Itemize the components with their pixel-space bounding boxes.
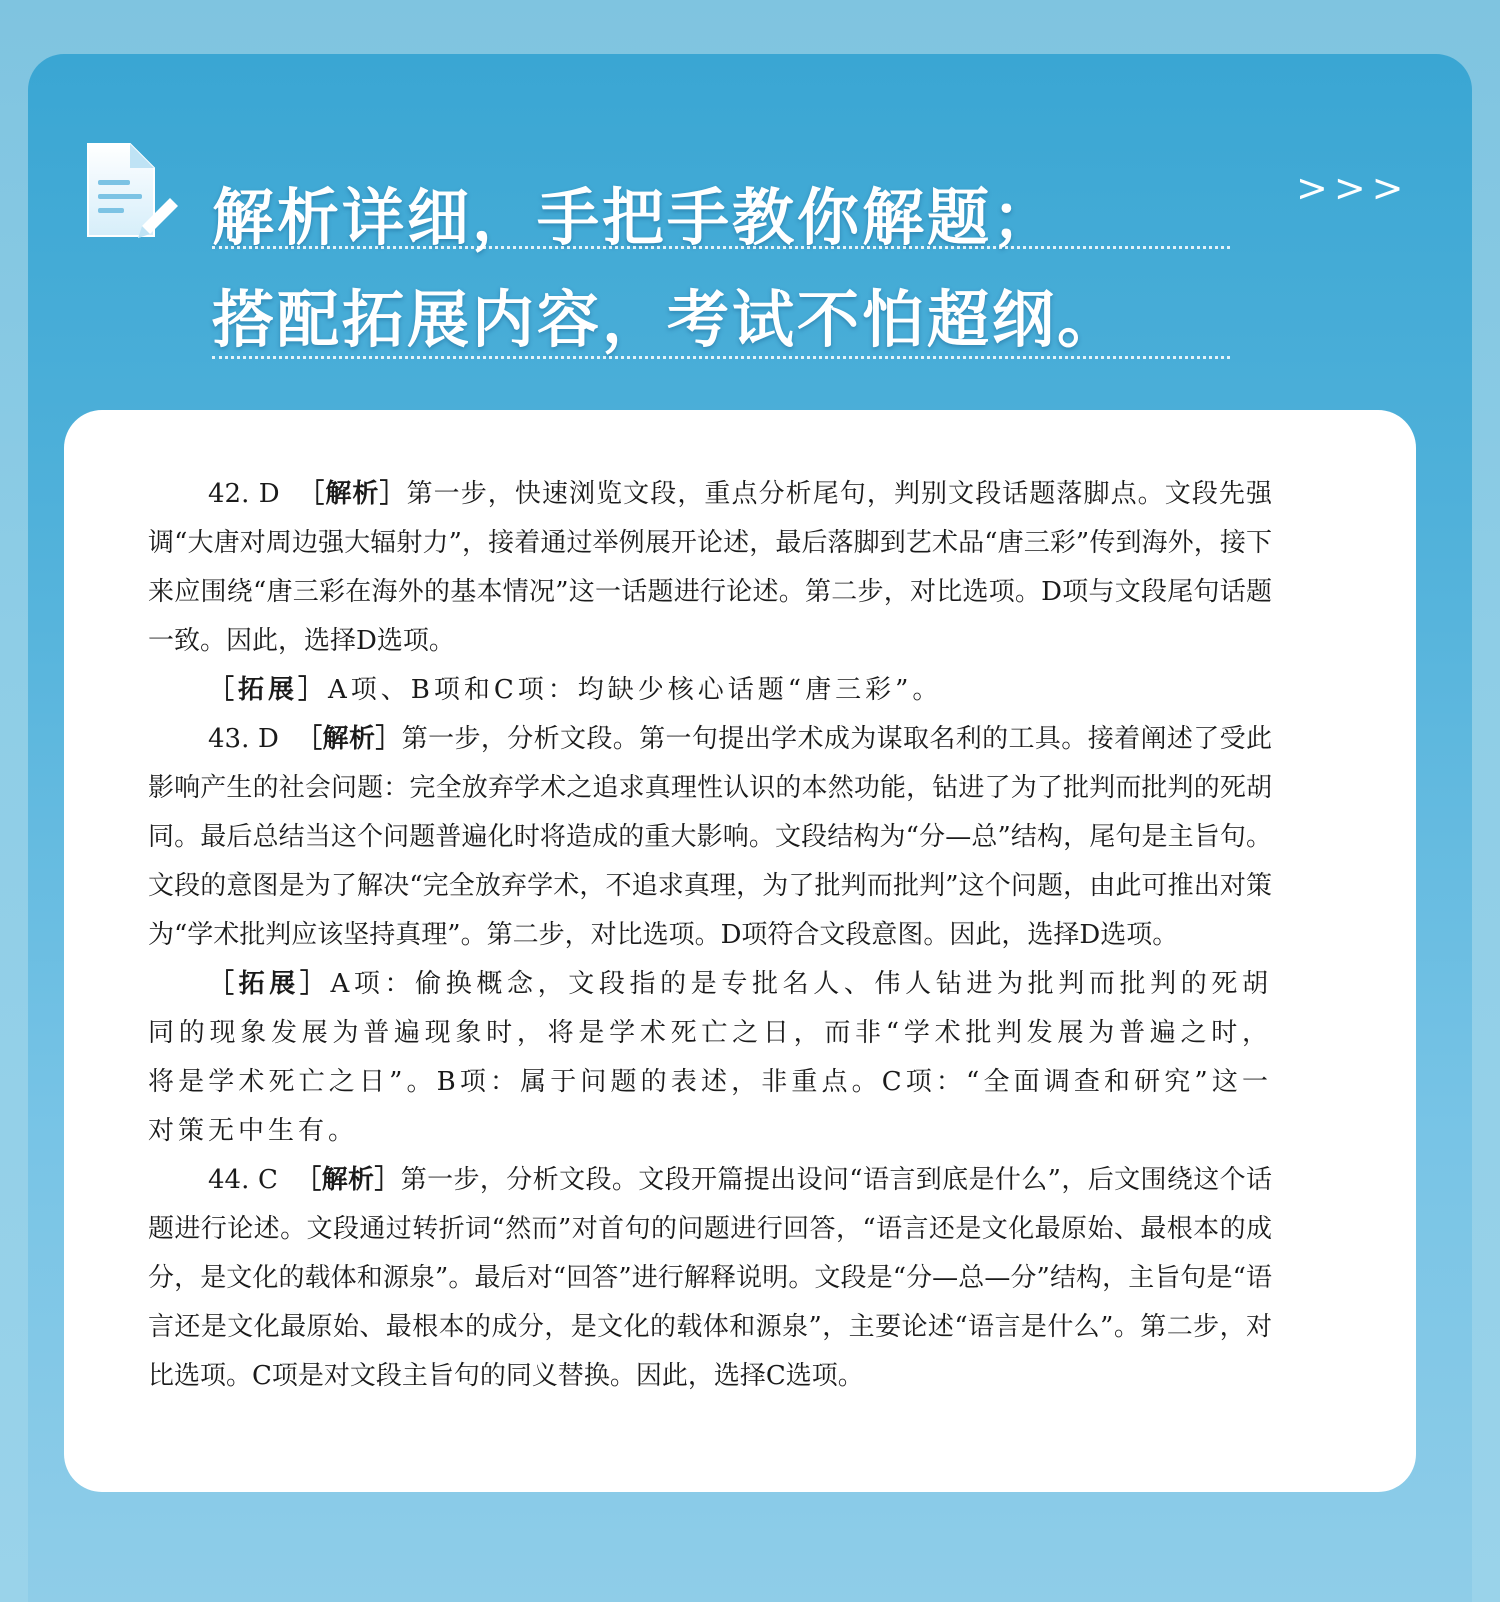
analysis-text: 第一步，分析文段。第一句提出学术成为谋取名利的工具。接着阐述了受此影响产生的社会问题：完全放弃学术之追求真理性认识的本然功能，钻进了为了批判而批判的死胡同。最后总结当这个问题普遍化时将造成的重大影响。文段结构为“分—总”结构，尾句是主旨句。文段的意图是为了解决“完全放弃学术，不追求真理，为了批判而批判”这个问题，由此可推出对策为“学术批判应该坚持真理”。第二步，对比选项。D项符合文段意图。因此，选择D选项。 (148, 724, 1272, 950)
answer-letter: C (258, 1165, 278, 1195)
question-number: 43. (208, 724, 250, 754)
document-edit-icon (84, 140, 180, 244)
analysis-text: 第一步，快速浏览文段，重点分析尾句，判别文段话题落脚点。文段先强调“大唐对周边强大辐射力”，接着通过举例展开论述，最后落脚到艺术品“唐三彩”传到海外，接下来应围绕“唐三彩在海外的基本情况”这一话题进行论述。第二步，对比选项。D项与文段尾句话题一致。因此，选择D选项。 (148, 479, 1272, 656)
answer-letter: D (258, 724, 279, 754)
analysis-tag: ［解析］ (295, 1165, 401, 1195)
extension-text: A项、B项和C项：均缺少核心话题“唐三彩”。 (328, 675, 943, 705)
question-number: 42. (208, 479, 250, 509)
headline-line-1: 解析详细，手把手教你解题； (212, 181, 1058, 254)
answer-44-analysis (148, 1156, 1272, 1401)
analysis-tag: ［解析］ (296, 724, 402, 754)
answer-letter: D (258, 479, 280, 509)
extension-tag: ［拓展］ (208, 675, 329, 705)
dotted-divider-2 (212, 356, 1230, 359)
extension-text: A项：偷换概念，文段指的是专批名人、伟人钻进为批判而批判的死胡同的现象发展为普遍现象时，将是学术死亡之日，而非“学术批判发展为普遍之时，将是学术死亡之日”。B项：属于问题的表述，非重点。C项：“全面调查和研究”这一对策无中生有。 (148, 969, 1272, 1146)
answer-42-analysis (148, 470, 1272, 666)
headline-line-2: 搭配拓展内容，考试不怕超纲。 (212, 283, 1123, 356)
extension-tag: ［拓展］ (208, 969, 331, 999)
dotted-divider-1 (212, 246, 1230, 249)
answer-43-extension (148, 960, 1272, 1156)
arrows-decoration: >>> (1296, 166, 1410, 210)
answer-43-analysis (148, 715, 1272, 960)
analysis-tag: ［解析］ (298, 479, 407, 509)
answer-42-extension (148, 666, 1272, 715)
answer-explanations (148, 470, 1272, 1401)
analysis-text: 第一步，分析文段。文段开篇提出设问“语言到底是什么”，后文围绕这个话题进行论述。文段通过转折词“然而”对首句的问题进行回答，“语言还是文化最原始、最根本的成分，是文化的载体和源泉”。最后对“回答”进行解释说明。文段是“分—总—分”结构，主旨句是“语言还是文化最原始、最根本的成分，是文化的载体和源泉”，主要论述“语言是什么”。第二步，对比选项。C项是对文段主旨句的同义替换。因此，选择C选项。 (148, 1165, 1272, 1391)
question-number: 44. (208, 1165, 250, 1195)
